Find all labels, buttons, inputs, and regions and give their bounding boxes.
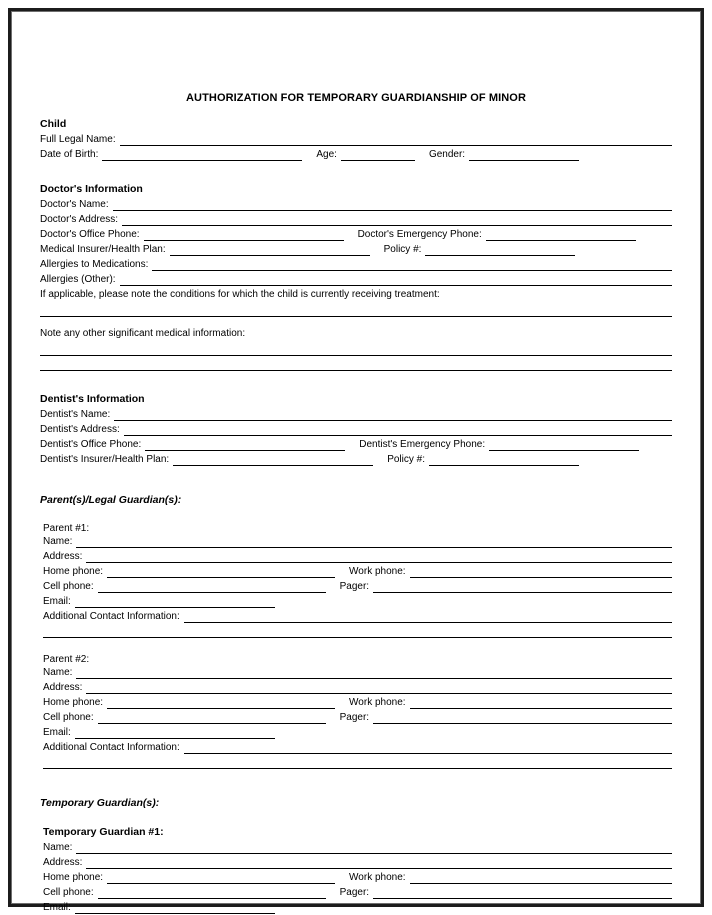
field-row-allergies-other — [40, 273, 672, 286]
document-sheet — [40, 30, 672, 913]
label-doctor-emergency-phone: Doctor's Emergency Phone: — [357, 229, 482, 240]
input-parent-1-work-phone[interactable] — [410, 566, 672, 578]
field-row-parent-2-email — [43, 726, 672, 739]
input-guardian-1-work-phone[interactable] — [410, 872, 672, 884]
label-parent-2-work-phone: Work phone: — [349, 697, 406, 708]
field-row-parent-1-email — [43, 595, 672, 608]
section-child — [40, 118, 672, 161]
field-row-guardian-1-email — [43, 901, 672, 914]
label-parent-1-email: Email: — [43, 596, 71, 607]
page-border — [8, 8, 704, 913]
input-date-of-birth[interactable] — [102, 149, 302, 161]
section-heading-temporary-guardians: Temporary Guardian(s): — [40, 797, 160, 809]
input-doctor-emergency-phone[interactable] — [486, 229, 636, 241]
input-guardian-1-home-phone[interactable] — [107, 872, 335, 884]
field-row-guardian-1-name — [43, 841, 672, 854]
input-parent-1-home-phone[interactable] — [107, 566, 335, 578]
input-parent-2-cell-phone[interactable] — [98, 712, 326, 724]
label-guardian-1-cell-phone: Cell phone: — [43, 887, 94, 898]
input-guardian-1-name[interactable] — [76, 842, 672, 854]
input-other-medical-line-1[interactable] — [40, 343, 672, 356]
input-doctor-office-phone[interactable] — [144, 229, 344, 241]
page-border-inner — [11, 11, 701, 913]
section-temporary-guardians — [40, 797, 672, 914]
label-guardian-1-home-phone: Home phone: — [43, 872, 104, 883]
label-parent-2-cell-phone: Cell phone: — [43, 712, 94, 723]
field-row-parent-1-name — [43, 535, 672, 548]
input-parent-1-additional-contact-line-2[interactable] — [43, 625, 672, 638]
label-dentist-emergency-phone: Dentist's Emergency Phone: — [359, 439, 486, 450]
input-guardian-1-cell-phone[interactable] — [98, 887, 326, 899]
field-row-parent-2-name — [43, 666, 672, 679]
input-parent-1-name[interactable] — [76, 536, 672, 548]
label-parent-2-home-phone: Home phone: — [43, 697, 104, 708]
section-heading-dentist: Dentist's Information — [40, 393, 145, 405]
input-medical-policy-number[interactable] — [425, 244, 575, 256]
input-conditions-treatment-line[interactable] — [40, 304, 672, 317]
page-title: AUTHORIZATION FOR TEMPORARY GUARDIANSHIP OF MINOR — [186, 92, 526, 104]
input-parent-1-address[interactable] — [86, 551, 672, 563]
field-row-doctor-name — [40, 198, 672, 211]
field-row-guardian-1-phones — [43, 871, 672, 884]
label-gender: Gender: — [428, 149, 466, 160]
input-parent-2-pager[interactable] — [373, 712, 672, 724]
section-dentist — [40, 393, 672, 466]
label-parent-1-work-phone: Work phone: — [349, 566, 406, 577]
input-dentist-name[interactable] — [114, 409, 672, 421]
input-parent-2-name[interactable] — [76, 667, 672, 679]
field-row-dentist-name — [40, 408, 672, 421]
field-row-full-legal-name — [40, 133, 672, 146]
section-doctor — [40, 183, 672, 371]
input-guardian-1-address[interactable] — [86, 857, 672, 869]
label-doctor-office-phone: Doctor's Office Phone: — [40, 229, 140, 240]
input-allergies-medications[interactable] — [152, 259, 672, 271]
parent-entry-2 — [40, 654, 672, 769]
parent-2-title: Parent #2: — [43, 654, 90, 665]
input-parent-2-home-phone[interactable] — [107, 697, 335, 709]
input-age[interactable] — [341, 149, 415, 161]
field-row-dentist-address — [40, 423, 672, 436]
input-dentist-insurer[interactable] — [173, 454, 373, 466]
field-row-parent-2-cell-pager — [43, 711, 672, 724]
label-parent-1-cell-phone: Cell phone: — [43, 581, 94, 592]
field-row-doctor-address — [40, 213, 672, 226]
field-row-parent-1-phones — [43, 565, 672, 578]
section-heading-parents: Parent(s)/Legal Guardian(s): — [40, 494, 182, 506]
label-allergies-other: Allergies (Other): — [40, 274, 116, 285]
input-parent-1-additional-contact[interactable] — [184, 611, 672, 623]
label-parent-2-address: Address: — [43, 682, 83, 693]
field-row-medical-insurer — [40, 243, 672, 256]
label-dentist-policy-number: Policy #: — [387, 454, 425, 465]
input-parent-2-additional-contact[interactable] — [184, 742, 672, 754]
label-dentist-address: Dentist's Address: — [40, 424, 120, 435]
label-guardian-1-work-phone: Work phone: — [349, 872, 406, 883]
label-age: Age: — [316, 149, 337, 160]
field-row-guardian-1-cell-pager — [43, 886, 672, 899]
input-full-legal-name[interactable] — [120, 134, 672, 146]
input-parent-1-email[interactable] — [75, 596, 275, 608]
input-other-medical-line-2[interactable] — [40, 358, 672, 371]
field-row-dentist-phones — [40, 438, 672, 451]
input-doctor-address[interactable] — [122, 214, 672, 226]
section-parents — [40, 494, 672, 769]
input-dentist-emergency-phone[interactable] — [489, 439, 639, 451]
parent-1-title: Parent #1: — [43, 523, 90, 534]
temporary-guardian-entry-1 — [40, 826, 672, 914]
input-parent-1-cell-phone[interactable] — [98, 581, 326, 593]
label-parent-1-home-phone: Home phone: — [43, 566, 104, 577]
field-row-doctor-phones — [40, 228, 672, 241]
label-dentist-name: Dentist's Name: — [40, 409, 111, 420]
input-allergies-other[interactable] — [120, 274, 672, 286]
label-parent-1-additional-contact: Additional Contact Information: — [43, 611, 180, 622]
field-row-dob-age-gender — [40, 148, 672, 161]
field-row-parent-1-cell-pager — [43, 580, 672, 593]
temporary-guardian-1-title: Temporary Guardian #1: — [43, 826, 164, 838]
label-medical-insurer: Medical Insurer/Health Plan: — [40, 244, 166, 255]
label-guardian-1-address: Address: — [43, 857, 83, 868]
note-other-medical-info: Note any other significant medical information: — [40, 328, 246, 339]
input-parent-2-work-phone[interactable] — [410, 697, 672, 709]
input-parent-2-additional-contact-line-2[interactable] — [43, 756, 672, 769]
label-full-legal-name: Full Legal Name: — [40, 134, 116, 145]
label-dentist-office-phone: Dentist's Office Phone: — [40, 439, 142, 450]
input-parent-1-pager[interactable] — [373, 581, 672, 593]
label-date-of-birth: Date of Birth: — [40, 149, 99, 160]
field-row-allergies-medications — [40, 258, 672, 271]
input-parent-2-email[interactable] — [75, 727, 275, 739]
section-heading-doctor: Doctor's Information — [40, 183, 143, 195]
input-dentist-policy-number[interactable] — [429, 454, 579, 466]
label-parent-1-pager: Pager: — [339, 581, 370, 592]
input-dentist-address[interactable] — [124, 424, 672, 436]
label-doctor-address: Doctor's Address: — [40, 214, 119, 225]
label-parent-2-pager: Pager: — [339, 712, 370, 723]
label-parent-2-additional-contact: Additional Contact Information: — [43, 742, 180, 753]
label-guardian-1-pager: Pager: — [339, 887, 370, 898]
label-guardian-1-email: Email: — [43, 902, 71, 913]
field-row-dentist-insurer — [40, 453, 672, 466]
label-medical-policy-number: Policy #: — [383, 244, 422, 255]
input-medical-insurer[interactable] — [170, 244, 370, 256]
input-doctor-name[interactable] — [113, 199, 672, 211]
input-guardian-1-pager[interactable] — [373, 887, 672, 899]
label-parent-2-name: Name: — [43, 667, 73, 678]
label-dentist-insurer: Dentist's Insurer/Health Plan: — [40, 454, 170, 465]
parent-entry-1 — [40, 523, 672, 638]
input-dentist-office-phone[interactable] — [145, 439, 345, 451]
input-parent-2-address[interactable] — [86, 682, 672, 694]
field-row-parent-1-additional-contact — [43, 610, 672, 623]
field-row-parent-2-additional-contact — [43, 741, 672, 754]
label-guardian-1-name: Name: — [43, 842, 73, 853]
label-doctor-name: Doctor's Name: — [40, 199, 109, 210]
label-allergies-medications: Allergies to Medications: — [40, 259, 149, 270]
input-gender[interactable] — [469, 149, 579, 161]
section-heading-child: Child — [40, 118, 67, 130]
label-parent-2-email: Email: — [43, 727, 71, 738]
label-parent-1-name: Name: — [43, 536, 73, 547]
field-row-guardian-1-address — [43, 856, 672, 869]
note-conditions-treatment: If applicable, please note the conditions for which the child is currently receiving treatment: — [40, 289, 440, 300]
field-row-parent-2-phones — [43, 696, 672, 709]
field-row-parent-1-address — [43, 550, 672, 563]
label-parent-1-address: Address: — [43, 551, 83, 562]
field-row-parent-2-address — [43, 681, 672, 694]
input-guardian-1-email[interactable] — [75, 902, 275, 914]
